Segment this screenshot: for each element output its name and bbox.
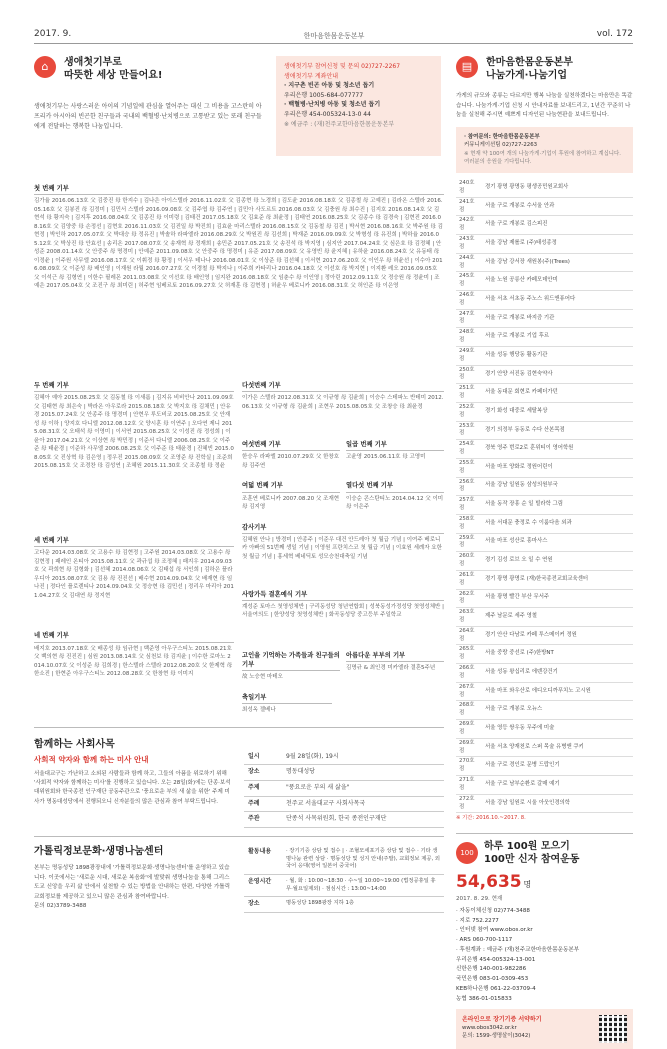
donor-thanks-head: 감사기부 (242, 523, 444, 534)
coin-title-2: 100만 신자 참여운동 (484, 854, 580, 866)
store-name: 서울 중랑 중선로 (주)한방NT (482, 645, 633, 664)
left-column (34, 56, 444, 913)
store-name: 서울 동대문 회현로 카페더가던 (482, 384, 633, 403)
store-number: 260호점 (456, 552, 482, 571)
life-title-1: 생애첫기부로 (64, 57, 122, 68)
table-row (456, 701, 633, 720)
issue-date: 2017. 9. (34, 28, 72, 39)
store-name: 경기 의정부 동동로 수다 산본목점 (482, 421, 633, 440)
store-number: 248호점 (456, 328, 482, 347)
store-number: 264호점 (456, 626, 482, 645)
table-row (456, 570, 633, 589)
donor-birthday-list: 최성옥 젤베나 (242, 707, 276, 714)
online-pledge-box (456, 1009, 633, 1049)
donor-eighth-head: 여덟 번째 기부 (242, 481, 340, 492)
store-number: 241호점 (456, 197, 482, 216)
table-row (456, 589, 633, 608)
share-period: ※ 기간: 2016.10.~2017. 8. (456, 815, 526, 822)
table-row: 주제 "풍요로운 부의 새 삶을" (244, 781, 444, 797)
coin-info-line: · 지로 752.2277 (456, 917, 499, 924)
life-box-line: 생애첫기부 계좌안내 (284, 72, 339, 80)
store-name: 서울 마포 성산로 흥마사스 (482, 533, 633, 552)
store-number: 265호점 (456, 645, 482, 664)
table-row (456, 514, 633, 533)
shop-icon: ▤ (456, 56, 478, 78)
store-number: 251호점 (456, 384, 482, 403)
store-name: 경기 화성 대중로 세탈복상 (482, 402, 633, 421)
store-number: 271호점 (456, 776, 482, 795)
donor-fourth-head: 네 번째 기부 (34, 631, 234, 642)
table-row (456, 216, 633, 235)
life-box-line: 생애첫기부 참여신청 및 문의 02)727-2267 (284, 63, 401, 70)
event-table (244, 750, 444, 828)
store-number: 250호점 (456, 365, 482, 384)
coin-100-icon: 100 (456, 842, 478, 864)
donor-fourth-list: 배지호 2013.07.18호 父 배종성 母 임규현 | 백준영 아우구스티노 2015.08.21호 父 백의현 母 진진진 | 심원 2013.08.14호 父 심천보 母 김지윤 | 이수한 로마노 2014.10.07호 父 이성준 母 김희경 | 한스텔라 스텔라 2012.08.20호 父 한제혁 母 한소진 | 한현준 아우구스티노 2012.08.28호 父 한창현 母 이미지 (34, 645, 233, 678)
org-name: 한마음한몸운동본부 (303, 31, 365, 40)
share-inquiry: 커뮤니케이션팀 02)727-2263 (464, 142, 538, 149)
house-icon: ⌂ (34, 56, 56, 78)
table-row: 주례 천주교 서울대교구 사회사목국 (244, 796, 444, 812)
share-title-2: 나눔가게·나눔기업 (486, 70, 568, 81)
donor-second-head: 두 번째 기부 (34, 381, 234, 392)
store-name: 서울 강남 일원로 시울 아웃인경의학 (482, 794, 633, 813)
center-title: 가톨릭정보문화·생명나눔센터 (34, 846, 164, 858)
donor-eighth-list: 조훈연 베로니카 2007.08.20 父 조재현 母 김지영 (242, 495, 340, 511)
coin-date: 2017. 8. 29. 현재 (456, 895, 503, 902)
store-name: 제주 남문로 세주 영철 (482, 608, 633, 627)
store-name: 서울 서초 양재천로 스퍼 목술 유병앤 쿠키 (482, 738, 633, 757)
store-name: 서울 성동 행당동 활동기관 (482, 346, 633, 365)
table-row (456, 235, 633, 254)
online-pledge-url[interactable]: www.obos3042.or.kr (462, 1025, 517, 1032)
table-row: 활동내용 · 장기기증 상담 및 접수 | · 조혈모세포기증 상담 및 접수 · 기타 생명나눔 관련 상담 · 명동성당 및 성지 안내(주말), 교회정보 제공, 외국어 응대(영어 일본어 중국어) (244, 845, 444, 875)
table-row (456, 179, 633, 197)
donor-first-head: 첫 번째 기부 (34, 184, 444, 195)
table-row (456, 197, 633, 216)
donor-couple-list: 계성준 토마스 첫영성체반 | 구리동성당 청년연합회 | 성북동성가정성당 첫영성체반 | 서울여의도 | 한양성당 첫영성체반 | 화곡동성당 중고등부 주일학교 (242, 603, 444, 619)
life-box-line: 우리은행 1005-684-077777 (284, 91, 364, 99)
store-number: 270호점 (456, 757, 482, 776)
donor-seventh-list: 고윤영 2015.06.11호 母 고영미 (346, 454, 426, 461)
table-row (456, 477, 633, 496)
store-name: 서울 성동 왕십리로 에덴강건기 (482, 664, 633, 683)
life-intro: 생애첫기부는 사랑스러운 아이의 기념일에 관심을 열어주는 대신 그 비용을 고스란히 아프리카 아시아의 빈곤한 친구들과 국내의 백혈병·난치병으로 고통받고 있는 또래 친구들에게 전달하는 행복한 나눔입니다. (34, 103, 262, 131)
store-number: 266호점 (456, 664, 482, 683)
center-text: 본부는 명동성당 1898광장내에 '가톨릭정보문화·생명나눔센터'를 운영하고 있습니다. 이곳에서는 '새로운 시대, 새로운 복음화'에 발맞춰 생명나눔을 통해 그리스도교 신앙을 우리 삶 안에서 실천할 수 있는 방법을 안내하는 한편, 다양한 가톨릭교회정보를 제공하고 있으니 많은 관심과 참여바랍니다. (34, 865, 231, 900)
table-row (456, 328, 633, 347)
table-row (456, 626, 633, 645)
donor-parents-list: 김명규 & 최인경 미카엘라 결혼5주년 (346, 664, 436, 671)
store-name: 경기 김성 로브 오 일 수 연원 (482, 552, 633, 571)
table-row: 장소 명동대성당 (244, 765, 444, 781)
coin-info-line: 농협 386-01-015833 (456, 995, 512, 1002)
store-number: 257호점 (456, 496, 482, 515)
table-row (456, 496, 633, 515)
store-name: 서울 마포 와우산로 에디오디까푸치노 고시원 (482, 682, 633, 701)
online-pledge-title: 온라인으로 장기기증 서약하기 (462, 1016, 542, 1024)
store-number: 258호점 (456, 514, 482, 533)
donor-sixth-head: 여섯번째 기부 (242, 440, 340, 451)
store-name: 서울 구로 개봉로 김스피진 (482, 216, 633, 235)
table-row (456, 552, 633, 571)
life-box-line: · 지구촌 빈곤 아동 및 청소년 돕기 (284, 82, 375, 90)
store-name: 서울 구로 개봉로 바지즘 기관 (482, 309, 633, 328)
table-row (456, 272, 633, 291)
store-number: 253호점 (456, 421, 482, 440)
store-name: 경기 안산 다남로 카페 투스메이커 정원 (482, 626, 633, 645)
store-name: 경기 광명 광명동 평생공민원교회사 (482, 179, 633, 197)
store-name: 서울 광명 빨간 부산 무서주 (482, 589, 633, 608)
store-number: 240호점 (456, 179, 482, 197)
store-number: 252호점 (456, 402, 482, 421)
coin-info-line: · ARS 060-700-1117 (456, 937, 513, 944)
donor-couple-head: 사랑가득 결혼예식 기부 (242, 590, 444, 601)
store-number: 262호점 (456, 589, 482, 608)
store-name: 서울 서대문 충정로 수 이룸다음 외과 (482, 514, 633, 533)
event-text: 서울대교구는 가난하고 소외된 사람들과 함께 하고, 그들의 아픔을 위로하기 위해 '사회적 약자와 함께하는 미사'를 진행하고 있습니다. 오는 28일(화)에는 단종·보석대위원회와 한국종전 인구재단 공동주관으로 '풍요로운 부의 새 삶을 위한' 주제 미사가 명동대성당에서 진행되오니 신자분들의 많은 관심과 참여 부탁드립니다. (34, 770, 231, 805)
store-name: 경기 광명 광명로 (재)한국종전교회교육센터 (482, 570, 633, 589)
store-number: 269호점 (456, 738, 482, 757)
coin-info-line: 우리은행 454-005324-13-001 (456, 956, 536, 963)
store-name: 서울 노원 공릉산 카페모데안미 (482, 272, 633, 291)
store-number: 261호점 (456, 570, 482, 589)
store-name: 서울 구로 개봉로 오뉴스 (482, 701, 633, 720)
donor-birthday-head: 축일기부 (242, 693, 332, 704)
table-row (456, 458, 633, 477)
table-row (456, 533, 633, 552)
table-row (456, 720, 633, 739)
table-row: 운영시간 · 월, 화 : 10:00~18:30 · 수~일 10:00~19:00 (법정공휴일 휴무·월요일제외) · 점심시간 : 13:00~14:00 (244, 875, 444, 897)
table-row (456, 402, 633, 421)
coin-info-line: · 인터넷 참여 www.obos.or.kr (456, 927, 533, 934)
store-name: 서울 마포 양화로 정원어린이 (482, 458, 633, 477)
center-table (244, 845, 444, 913)
store-number: 249호점 (456, 346, 482, 365)
store-number: 246호점 (456, 291, 482, 310)
store-name: 경북 영주 번로2로 훈위티이 영어학원 (482, 440, 633, 459)
store-number: 247호점 (456, 309, 482, 328)
coin-info-line: KEB하나은행 061-22-03709-4 (456, 986, 536, 993)
coin-info (456, 907, 633, 1005)
event-title: 함께하는 사회사목 (34, 738, 115, 750)
share-inquiry-box (456, 127, 633, 174)
table-row (456, 776, 633, 795)
coin-info-line: 신한은행 140-001-982286 (456, 966, 527, 973)
table-row: 장소 명동성당 1898광장 지하 1층 (244, 897, 444, 913)
store-name: 서울 구로 개봉로 기업 후르 (482, 328, 633, 347)
share-store-table (456, 179, 633, 813)
donor-memory-list: 故 노승현 마테오 (242, 674, 283, 680)
page-header (34, 28, 633, 44)
table-row (456, 346, 633, 365)
online-pledge-tel: 문의: 1599-생명살이(3042) (462, 1032, 531, 1039)
table-row (456, 794, 633, 813)
donor-third-head: 세 번째 기부 (34, 536, 234, 547)
store-name: 서울 강남 일원동 삼성의원부국 (482, 477, 633, 496)
qr-code-icon[interactable] (599, 1015, 627, 1043)
coin-info-line: 국민은행 083-01-0309-453 (456, 976, 529, 983)
table-row (456, 738, 633, 757)
table-row (456, 757, 633, 776)
store-number: 254호점 (456, 440, 482, 459)
life-info-box (276, 56, 441, 156)
store-name: 서울 강남 강서장 새원봉(주)(Trees) (482, 253, 633, 272)
donor-first-list: 김가율 2016.06.13호 父 김중진 母 한지수 | 김나은 아이스텔라 2016.11.02호 父 김종현 母 노경희 | 김도윤 2016.08.18호 父 김종철 母 고예진 | 김라온 스텔라 2016.05.16호 父 김봉진 母 김정미 | 김민서 스텔라 2016.09.08호 父 김주엽 母 김주연 | 김민아 사도르트 2016.08.03호 父 김충원 母 최수진 | 김지호 2016.08.14호 父 김현석 母 황지숙 | 김지후 2016.08.04호 父 김종진 母 이미령 | 김태건 2017.05.18호 父 김효준 母 최윤정 | 김태연 2016.08.25호 父 김종수 母 김경숙 | 김현진 2016.08.16호 父 김양중 母 손정선 | 김현호 2016.11.03호 父 김진일 母 박진희 | 김효윤 마리스텔라 2016.08.15호 父 김동철 母 김진 | 박서현 2016.08.16호 父 박주원 母 김현정 | 박인하 2017.05.07호 父 박대승 母 정유진 | 박솔하 라파엘라 2016.08.29호 父 박원진 母 김선희 | 박재준 2016.09.09호 父 박형성 母 유진희 | 박하율 2016.05.12호 父 박상진 母 안효선 | 송리온 2017.08.07호 父 송재혁 母 정재희 | 송민준 2017.05.21호 父 송진석 母 박지영 | 심지안 2017.04.24호 父 심은호 母 김정혜 | 안성준 2008.01.14호 父 안중주 母 명경미 | 안예준 2011.09.08호 父 안중주 母 명경미 | 유준 2017.08.09호 父 유영빈 母 윤지혜 | 유하윤 2016.08.24호 父 유동태 母 이정윤 | 이주원 사무엘 2016.08.17호 父 이휘정 母 황정 | 이서우 테나나 2016.08.01호 父 이상준 母 김선혜 | 이서현 2017.06.20호 父 이인우 母 허윤선 | 이수아 2016.08.09호 父 이준성 母 배인영 | 이재원 라월 2016.07.27호 父 이경철 母 박지나 | 이주희 카타리나 2016.04.18호 父 이선호 母 박지현 | 이지환 레오 2016.09.05호 父 이석근 母 김형연 | 이한수 필레몬 2011.03.08호 父 이선호 母 배인영 | 임지완 2016.08.18호 父 임춘수 母 이인영 | 정아린 2012.09.11호 父 정승원 母 정윤미 | 조예은 2017.05.04호 父 조진구 母 최미린 | 허주현 임베르토 2016.09.27호 父 허재훈 母 김현정 | 허윤우 베로니카 2016.08.31호 父 허인준 母 이은영 (34, 198, 443, 290)
table-row (456, 608, 633, 627)
store-name: 서울 강남 제롤로 (주)태성종정 (482, 235, 633, 254)
donor-thanks-list: 김혜원 안나 | 방경미 | 안종주 | 이준우 대건 안드레아 첫 월급 기념 | 이여주 베로니카 아빠의 51번째 생일 기념 | 이영원 프란치스코 첫 월급 기념 | 이효원 세례자 요한 첫 월급 기념 | 홍세혁 베네딕토 성모승천대축일 기념 (242, 536, 442, 560)
share-inquiry: · 참여문의: 한마음한몸운동본부 (464, 133, 540, 140)
table-row (456, 384, 633, 403)
table-row (456, 253, 633, 272)
coin-count: 54,635 (456, 872, 522, 893)
store-name: 서울 서초 서초동 주노스 위드앤퓨어다 (482, 291, 633, 310)
table-row (456, 421, 633, 440)
donor-sixth-list: 한승우 라파엘 2010.07.29호 父 한창호 母 김주연 (242, 454, 340, 469)
life-box-line: ※ 예금주 : (재)천주교한마음한몸운동본부 (284, 120, 395, 128)
life-box-line: 우리은행 454-005324-13-0 44 (284, 110, 371, 118)
store-name: 서울 동작 장흥 순 일 빌라학 그림 (482, 496, 633, 515)
table-row (456, 440, 633, 459)
store-number: 244호점 (456, 253, 482, 272)
store-number: 242호점 (456, 216, 482, 235)
donor-fifth-list: 이가은 스텔라 2012.08.31호 父 이규형 母 김윤희 | 이승수 스테파노 반테미 2012.06.13호 父 이규형 母 김윤희 | 조현우 2015.08.05호 父 조창승 母 최윤정 (242, 395, 444, 410)
volume-number: vol. 172 (596, 28, 633, 39)
store-name: 경기 안양 서진동 김현숙약사 (482, 365, 633, 384)
table-row (456, 365, 633, 384)
store-name: 서울 구로 개봉로 수서울 안과 (482, 197, 633, 216)
life-box-line: · 백혈병·난치병 아동 및 청소년 돕기 (284, 101, 381, 109)
donor-fifth-head: 다섯번째 기부 (242, 381, 444, 392)
donor-ninth-head: 열다섯 번째 기부 (346, 481, 444, 492)
store-name: 서울 영등 쌍우동 무주에 미술 (482, 720, 633, 739)
life-title-2: 따뜻한 세상 만들어요! (64, 70, 163, 81)
share-note: ※ 현재 약 100여 개의 나눔가게·기업이 후원에 참여하고 계십니다. 여러분의 응원을 기다립니다. (464, 150, 621, 166)
center-contact: 문의 02)3789-3488 (34, 903, 87, 910)
table-row: 일시 9월 28일(화), 19시 (244, 750, 444, 765)
coin-title-1: 하루 100원 모으기 (484, 841, 570, 853)
donor-seventh-head: 일곱 번째 기부 (346, 440, 444, 451)
donor-parents-head: 아름다운 부부의 기부 (346, 651, 444, 662)
store-number: 259호점 (456, 533, 482, 552)
table-row: 주관 단종석 사목위원회, 한국 종전인구재단 (244, 812, 444, 828)
store-number: 269호점 (456, 720, 482, 739)
store-number: 267호점 (456, 682, 482, 701)
store-name: 서울 구로 경인로 문병 드랍인기 (482, 757, 633, 776)
donor-second-list: 김혜아 예아 2015.08.25호 父 김동철 母 이새롬 | 김지유 비비안나 2011.09.09호 父 김태현 母 최은숙 | 박라온 아우로라 2015.08.18호 父 박지호 母 김채민 | 안유경 2015.07.24호 父 안종주 母 명경미 | 안현우 루도비코 2015.08.25호 父 안재성 母 이하 | 양지호 다니엘 2012.08.12호 父 양시훈 母 이연주 | 오다연 제니 2015.08.31호 父 오태석 母 이영미 | 이서연 2015.08.25호 父 이성진 母 정성희 | 이윤아 2017.04.21호 父 이상현 母 박민정 | 이준서 다니엘 2006.08.25호 父 이주준 母 태윤경 | 이준하 사무엘 2006.08.25호 父 이주준 母 태윤경 | 진혜빈 2015.08.05호 父 진상혁 母 김은영 | 정우진 2015.08.09호 父 조영준 母 진학실 | 조준희 2015.08.15호 父 조경찬 母 김성연 | 조혜원 2015.11.30호 父 조종철 母 정윤 (34, 395, 234, 470)
table-row (456, 645, 633, 664)
donor-first (34, 184, 444, 375)
share-intro: 가게의 규모와 종류는 다르지만 행복 나눔을 실천하겠다는 마음만은 똑같습니다. 나눔가게·기업 신청 시 안내자료를 보내드리고, 1년간 꾸준히 나눔을 실천해 주시면 예쁘게 디자인된 나눔현판을 보내드립니다. (456, 93, 633, 118)
coin-unit: 명 (523, 880, 532, 890)
store-number: 256호점 (456, 477, 482, 496)
store-number: 245호점 (456, 272, 482, 291)
coin-info-line: · 자동이체신청 02)774-3488 (456, 907, 530, 914)
share-title-1: 한마음한몸운동본부 (486, 57, 573, 68)
donor-memory-head: 고인을 기억하는 가족들과 친구들의 기부 (242, 651, 340, 671)
store-number: 263호점 (456, 608, 482, 627)
coin-info-line: · 후원계좌 : 예금주 (재)천주교한마음한몸운동본부 (456, 946, 580, 953)
store-number: 268호점 (456, 701, 482, 720)
table-row (456, 309, 633, 328)
table-row (456, 291, 633, 310)
store-number: 243호점 (456, 235, 482, 254)
event-subtitle: 사회적 약자와 함께 하는 미사 안내 (34, 754, 149, 764)
store-name: 서울 구로 남부순환로 갈매 예기 (482, 776, 633, 795)
right-column (456, 56, 633, 1049)
store-number: 255호점 (456, 458, 482, 477)
table-row (456, 664, 633, 683)
donor-ninth-list: 이승순 콘스탄티노 2014.04.12 父 이미 母 이은주 (346, 495, 444, 511)
store-number: 272호점 (456, 794, 482, 813)
table-row (456, 682, 633, 701)
donor-third-list: 고다운 2014.03.08호 父 고용수 母 김현정 | 고주원 2014.03.08호 父 고용수 母 김현정 | 패레인 온티아 2015.08.11호 父 곽규섭 母 조정혜 | 패지우 2014.09.03호 父 곽희현 母 김형화 | 김선혜 2014.08.06호 父 김태섭 母 서인희 | 김하은 플라우디아 2015.08.07호 父 김용 母 진진선 | 배수현 2014.09.04호 父 배재현 母 임나진 | 정다인 플로렌티나 2014.09.04호 父 정승현 母 김민선 | 정리우 마리아 2011.04.27호 父 김대연 母 정지현 (34, 550, 234, 599)
